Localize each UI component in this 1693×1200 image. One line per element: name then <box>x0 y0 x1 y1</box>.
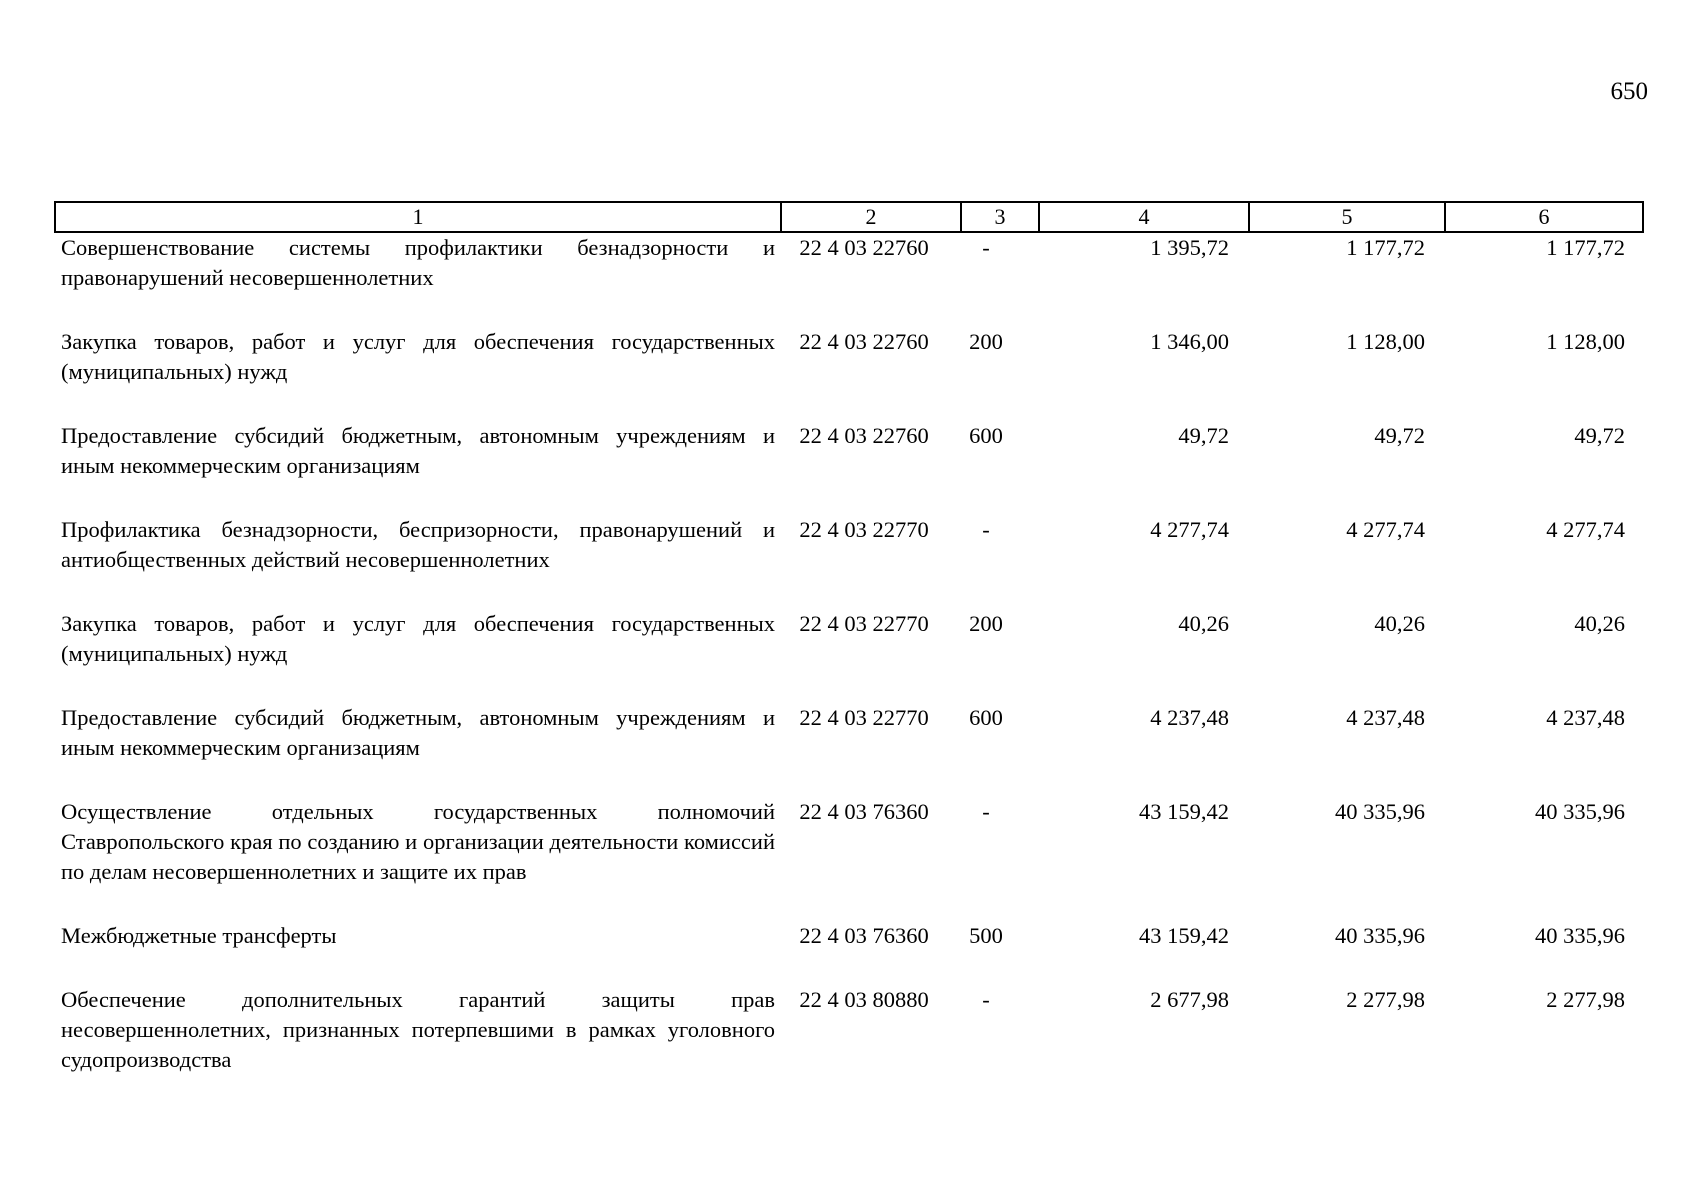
row-code-cell: 22 4 03 22760 <box>799 329 929 354</box>
row-value-5-cell: 4 277,74 <box>1346 517 1425 542</box>
row-value-5-cell: 40,26 <box>1374 611 1425 636</box>
row-name-cell: Обеспечение дополнительных гарантий защиты прав несовершеннолетних, признанных потерпевшими в рамках уголовного судопроизводства <box>61 987 775 1072</box>
row-type-cell: - <box>982 987 990 1012</box>
row-value-4-cell: 1 395,72 <box>1150 235 1229 260</box>
row-value-5-cell: 40 335,96 <box>1335 799 1425 824</box>
row-value-5-cell: 1 128,00 <box>1346 329 1425 354</box>
row-name-cell: Профилактика безнадзорности, беспризорности, правонарушений и антиобщественных действий несовершеннолетних <box>61 517 775 572</box>
row-type-cell: - <box>982 517 990 542</box>
row-name-cell: Совершенствование системы профилактики безнадзорности и правонарушений несовершеннолетних <box>61 235 775 290</box>
row-value-6-cell: 1 128,00 <box>1546 329 1625 354</box>
row-value-5-cell: 2 277,98 <box>1346 987 1425 1012</box>
table-row <box>55 609 1643 703</box>
table-row <box>55 327 1643 421</box>
row-value-5-cell: 4 237,48 <box>1346 705 1425 730</box>
row-value-4-cell: 43 159,42 <box>1139 923 1229 948</box>
row-code-cell: 22 4 03 22770 <box>799 705 929 730</box>
row-value-4-cell: 49,72 <box>1178 423 1229 448</box>
header-row <box>55 202 1643 232</box>
row-type-cell: 500 <box>969 923 1003 948</box>
row-value-6-cell: 4 237,48 <box>1546 705 1625 730</box>
row-code-cell: 22 4 03 22760 <box>799 423 929 448</box>
table-row <box>55 232 1643 327</box>
table-row <box>55 703 1643 797</box>
row-type-cell: 600 <box>969 705 1003 730</box>
row-value-5-cell: 40 335,96 <box>1335 923 1425 948</box>
row-name-cell: Закупка товаров, работ и услуг для обеспечения государственных (муниципальных) нужд <box>61 611 775 666</box>
row-code-cell: 22 4 03 76360 <box>799 923 929 948</box>
page-number: 650 <box>1610 78 1648 105</box>
header-col-2: 2 <box>781 202 961 232</box>
row-value-6-cell: 1 177,72 <box>1546 235 1625 260</box>
table-row <box>55 985 1643 1109</box>
row-type-cell: 600 <box>969 423 1003 448</box>
row-name-cell: Предоставление субсидий бюджетным, автономным учреждениям и иным некоммерческим организациям <box>61 705 775 760</box>
header-col-5: 5 <box>1249 202 1445 232</box>
row-code-cell: 22 4 03 76360 <box>799 799 929 824</box>
row-name-cell: Осуществление отдельных государственных полномочий Ставропольского края по созданию и организации деятельности комиссий по делам несовершеннолетних и защите их прав <box>61 799 775 884</box>
row-name-cell: Межбюджетные трансферты <box>61 923 337 948</box>
row-value-6-cell: 40 335,96 <box>1535 923 1625 948</box>
budget-table <box>54 201 1644 1109</box>
row-value-5-cell: 1 177,72 <box>1346 235 1425 260</box>
table-row <box>55 921 1643 985</box>
row-type-cell: - <box>982 799 990 824</box>
row-value-4-cell: 43 159,42 <box>1139 799 1229 824</box>
row-type-cell: 200 <box>969 611 1003 636</box>
row-type-cell: 200 <box>969 329 1003 354</box>
row-value-6-cell: 49,72 <box>1574 423 1625 448</box>
table-row <box>55 421 1643 515</box>
row-value-4-cell: 4 277,74 <box>1150 517 1229 542</box>
row-value-6-cell: 4 277,74 <box>1546 517 1625 542</box>
row-value-4-cell: 4 237,48 <box>1150 705 1229 730</box>
table-row <box>55 797 1643 921</box>
row-value-4-cell: 2 677,98 <box>1150 987 1229 1012</box>
row-name-cell: Предоставление субсидий бюджетным, автономным учреждениям и иным некоммерческим организациям <box>61 423 775 478</box>
header-col-3: 3 <box>961 202 1039 232</box>
row-value-4-cell: 40,26 <box>1178 611 1229 636</box>
header-col-1: 1 <box>55 202 781 232</box>
row-value-6-cell: 40 335,96 <box>1535 799 1625 824</box>
row-type-cell: - <box>982 235 990 260</box>
row-code-cell: 22 4 03 22770 <box>799 611 929 636</box>
row-code-cell: 22 4 03 22770 <box>799 517 929 542</box>
row-value-4-cell: 1 346,00 <box>1150 329 1229 354</box>
header-col-6: 6 <box>1445 202 1643 232</box>
header-col-4: 4 <box>1039 202 1249 232</box>
table-row <box>55 515 1643 609</box>
row-value-6-cell: 2 277,98 <box>1546 987 1625 1012</box>
row-code-cell: 22 4 03 80880 <box>799 987 929 1012</box>
row-code-cell: 22 4 03 22760 <box>799 235 929 260</box>
row-value-5-cell: 49,72 <box>1374 423 1425 448</box>
row-name-cell: Закупка товаров, работ и услуг для обеспечения государственных (муниципальных) нужд <box>61 329 775 384</box>
row-value-6-cell: 40,26 <box>1574 611 1625 636</box>
